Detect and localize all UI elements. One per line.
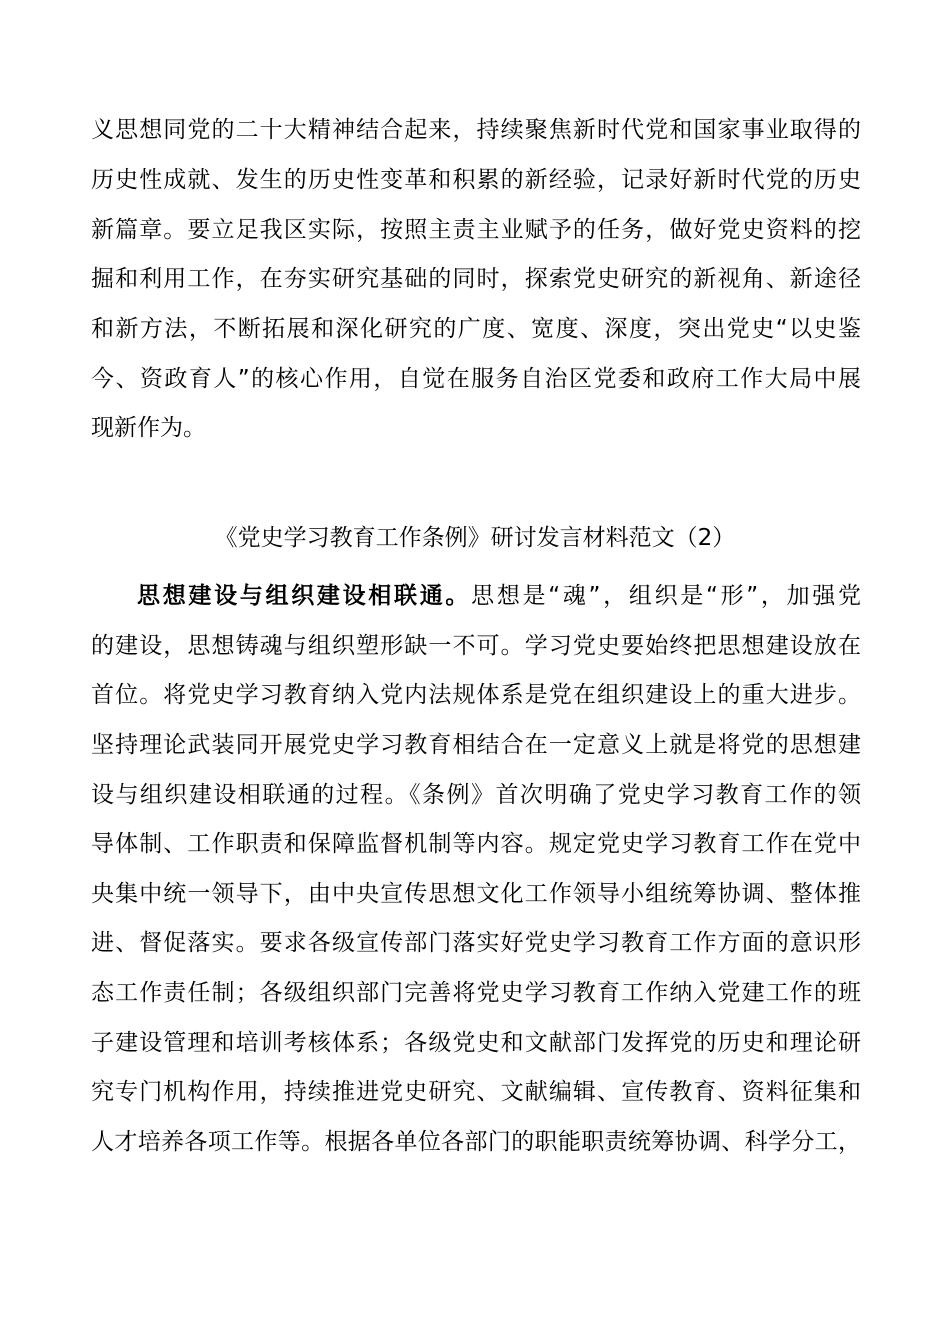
paragraph-1-line-6: 今、资政育人”的核心作用，自觉在服务自治区党委和政府工作大局中展 <box>91 366 861 392</box>
paragraph-2-line-10: 子建设管理和培训考核体系；各级党史和文献部门发挥党的历史和理论研 <box>91 1030 861 1056</box>
paragraph-2-line-4: 坚持理论武装同开展党史学习教育相结合在一定意义上就是将党的思想建 <box>91 732 861 758</box>
paragraph-2-line-5: 设与组织建设相联通的过程。《条例》首次明确了党史学习教育工作的领 <box>91 782 861 808</box>
paragraph-1-line-2: 历史性成就、发生的历史性变革和积累的新经验，记录好新时代党的历史 <box>91 167 861 193</box>
paragraph-2-line-7: 央集中统一领导下，由中央宣传思想文化工作领导小组统筹协调、整体推 <box>91 881 861 907</box>
section-title: 《党史学习教育工作条例》研讨发言材料范文（2） <box>214 525 736 551</box>
paragraph-2-line-9: 态工作责任制；各级组织部门完善将党史学习教育工作纳入党建工作的班 <box>91 980 861 1006</box>
paragraph-1-line-4: 掘和利用工作，在夯实研究基础的同时，探索党史研究的新视角、新途径 <box>91 266 861 292</box>
paragraph-2-lead-rest: 思想是“魂”，组织是“形”，加强党 <box>471 583 862 609</box>
paragraph-2-line-3: 首位。将党史学习教育纳入党内法规体系是党在组织建设上的重大进步。 <box>91 682 861 708</box>
paragraph-2-line-11: 究专门机构作用，持续推进党史研究、文献编辑、宣传教育、资料征集和 <box>91 1079 861 1105</box>
paragraph-1-line-1: 义思想同党的二十大精神结合起来，持续聚焦新时代党和国家事业取得的 <box>91 117 861 143</box>
paragraph-2-lead-bold: 思想建设与组织建设相联通。 <box>137 583 472 609</box>
paragraph-1-line-3: 新篇章。要立足我区实际，按照主责主业赋予的任务，做好党史资料的挖 <box>91 217 861 243</box>
paragraph-2-line-6: 导体制、工作职责和保障监督机制等内容。规定党史学习教育工作在党中 <box>91 831 861 857</box>
paragraph-1-line-7: 现新作为。 <box>91 415 206 441</box>
paragraph-2-line-8: 进、督促落实。要求各级宣传部门落实好党史学习教育工作方面的意识形 <box>91 930 861 956</box>
paragraph-2-line-1 <box>91 576 861 616</box>
paragraph-2-line-2: 的建设，思想铸魂与组织塑形缺一不可。学习党史要始终把思想建设放在 <box>91 633 861 659</box>
paragraph-1-line-5: 和新方法，不断拓展和深化研究的广度、宽度、深度，突出党史“以史鉴 <box>91 316 861 342</box>
paragraph-2-line-12: 人才培养各项工作等。根据各单位各部门的职能职责统筹协调、科学分工， <box>91 1129 861 1155</box>
